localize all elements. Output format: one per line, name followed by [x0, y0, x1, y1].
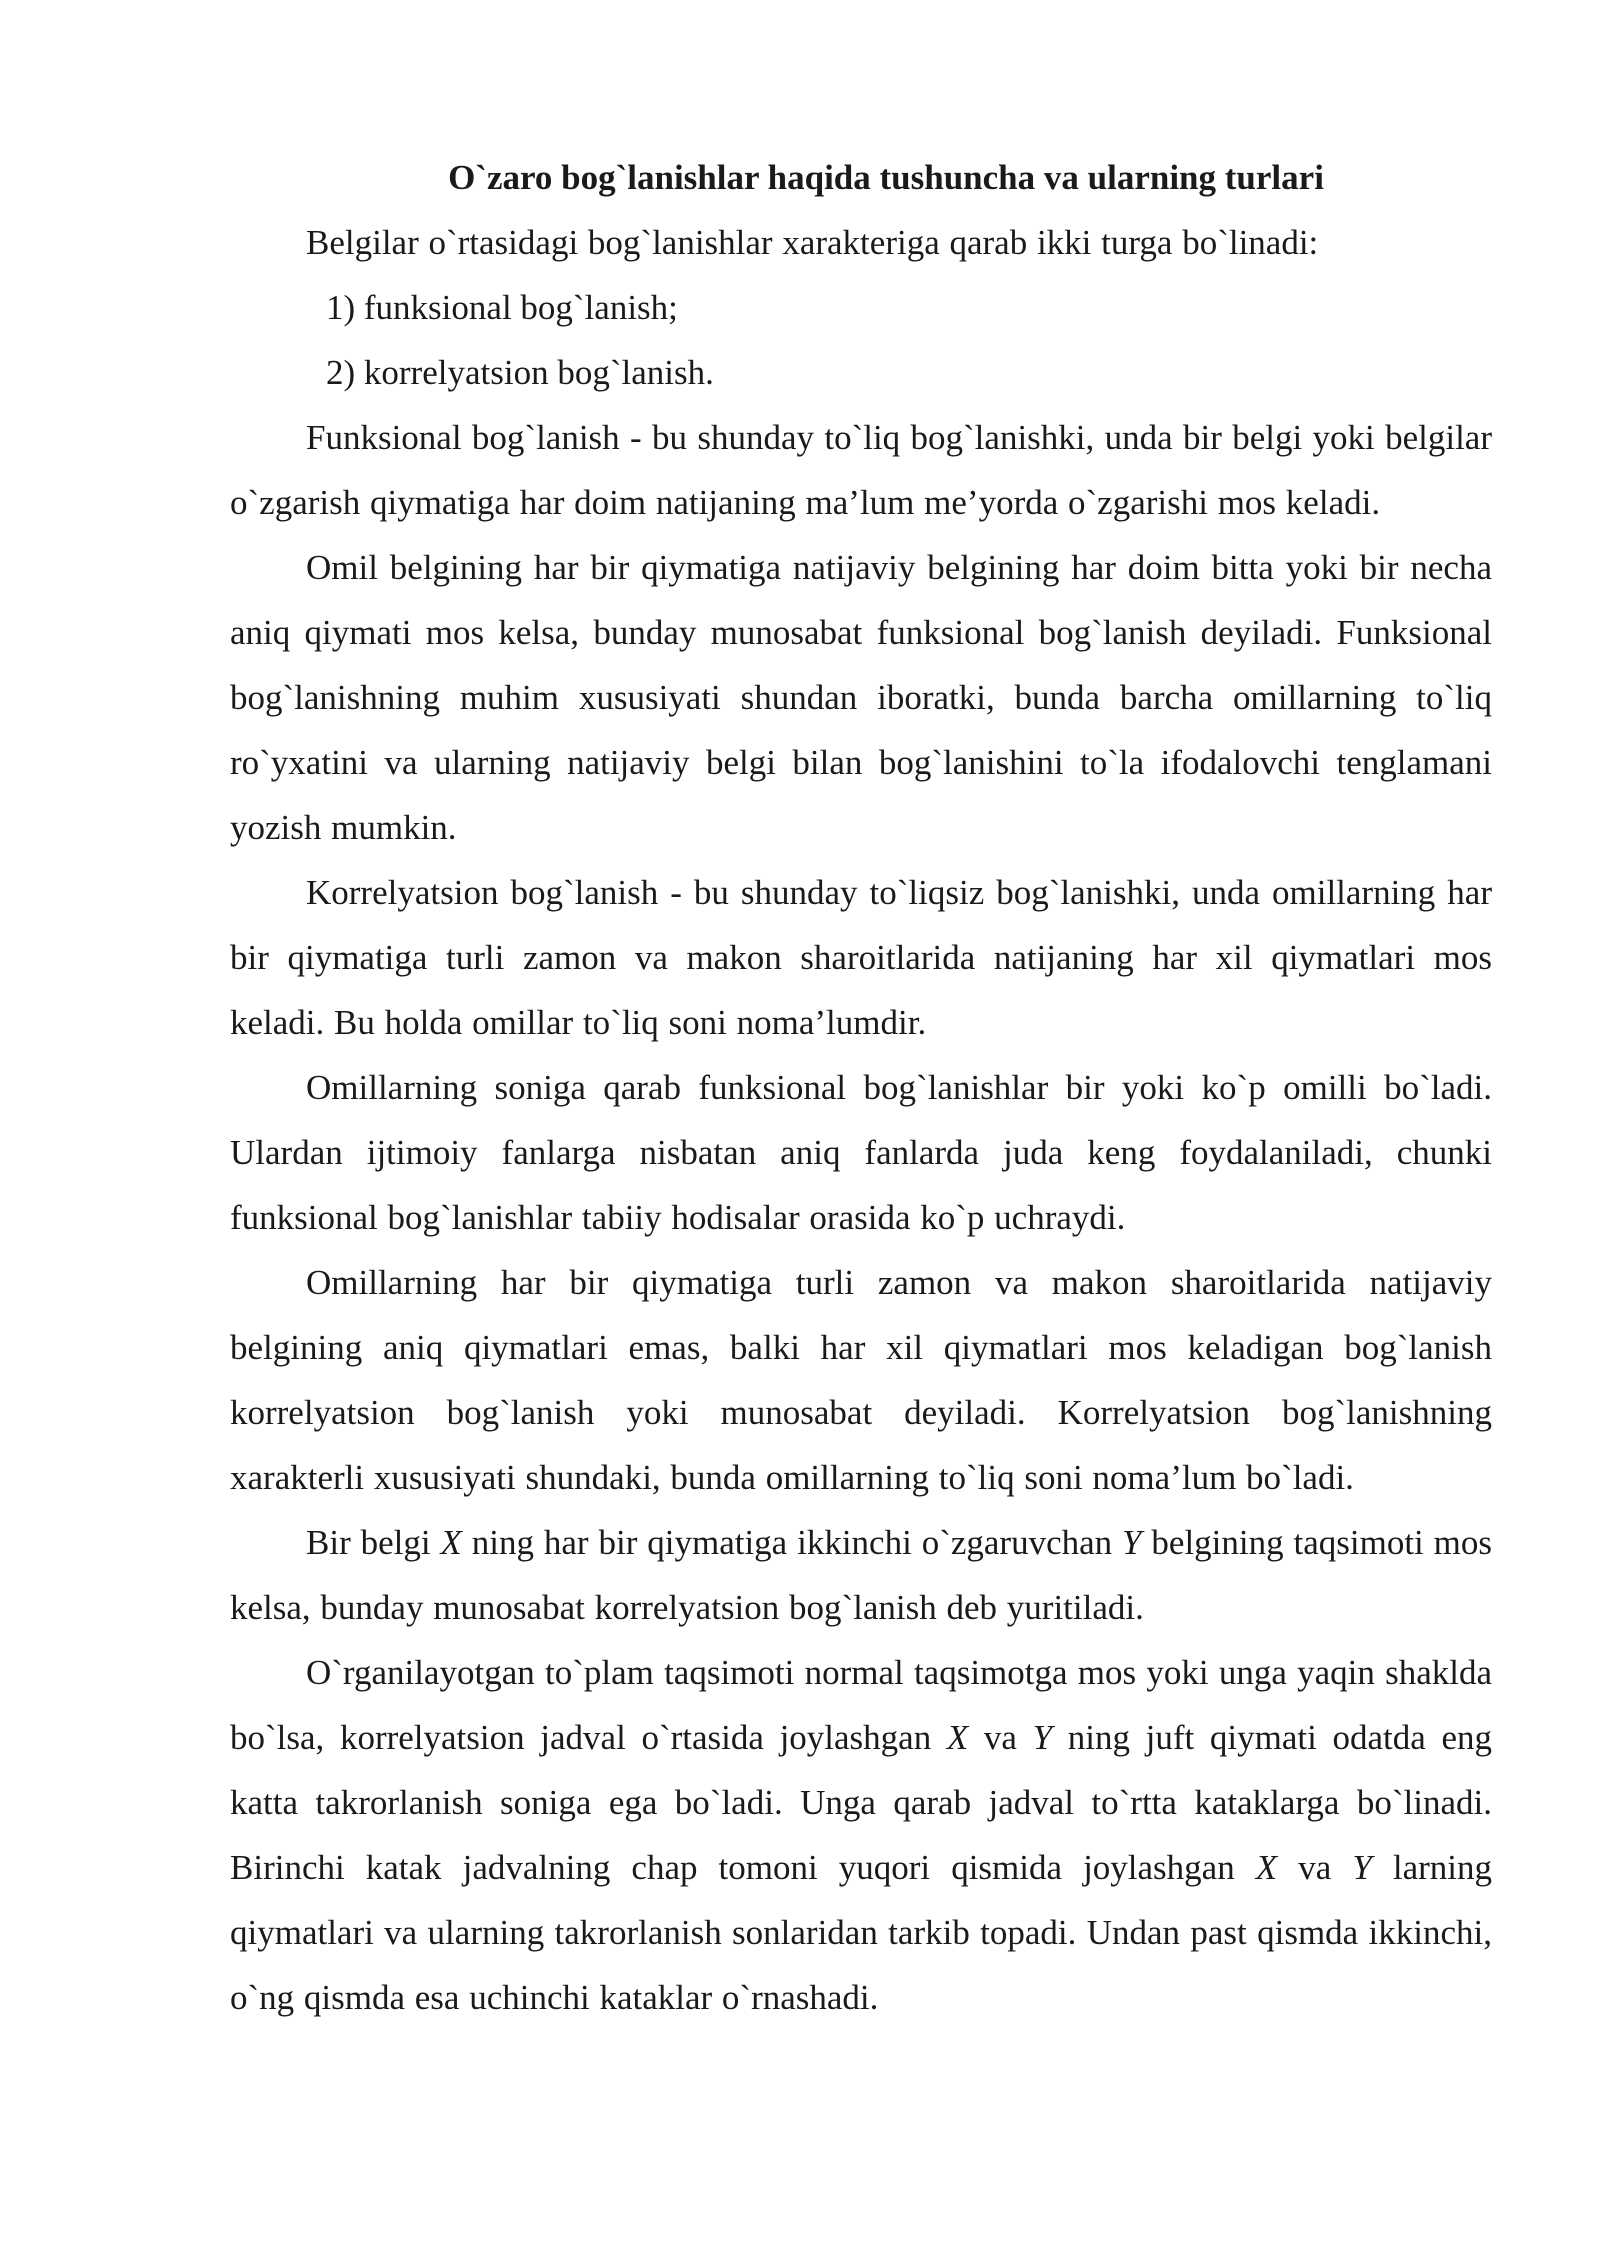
paragraph-correlation-table — [230, 1640, 1492, 2030]
text-run: O`rganilayotgan to`plam taqsimoti normal taqsimotga mos yoki unga yaqin shaklda bo`lsa, korrelyatsion jadval o`rtasida joylashgan — [230, 1653, 1492, 1757]
intro-paragraph: Belgilar o`rtasidagi bog`lanishlar xarakteriga qarab ikki turga bo`linadi: — [306, 223, 1319, 262]
variable-x: X — [440, 1523, 462, 1562]
text-run: ning har bir qiymatiga ikkinchi o`zgaruvchan — [461, 1523, 1123, 1562]
document-page — [230, 145, 1492, 2030]
paragraph-correlation-details: Omillarning har bir qiymatiga turli zamon va makon sharoitlarida natijaviy belgining aniq qiymatlari emas, balki har xil qiymatlari mos keladigan bog`lanish korrelyatsion bog`lanish yoki munosabat deyiladi. Korrelyatsion bog`lanishning xarakterli xususiyati shundaki, bunda omillarning to`liq soni noma’lum bo`ladi. — [230, 1263, 1492, 1497]
paragraph-factor-count: Omillarning soniga qarab funksional bog`lanishlar bir yoki ko`p omilli bo`ladi. Ulardan ijtimoiy fanlarga nisbatan aniq fanlarda juda keng foydalaniladi, chunki funksional bog`lanishlar tabiiy hodisalar orasida ko`p uchraydi. — [230, 1068, 1492, 1237]
text-run: va — [1277, 1848, 1353, 1887]
paragraph-functional-definition: Funksional bog`lanish - bu shunday to`liq bog`lanishki, unda bir belgi yoki belgilar o`zgarish qiymatiga har doim natijaning ma’lum me’yorda o`zgarishi mos keladi. — [230, 418, 1492, 522]
variable-y: Y — [1032, 1718, 1053, 1757]
text-run: Bir belgi — [306, 1523, 441, 1562]
list-item-functional: 1) funksional bog`lanish; — [326, 288, 678, 327]
variable-y: Y — [1122, 1523, 1142, 1562]
list-item-correlation: 2) korrelyatsion bog`lanish. — [326, 353, 714, 392]
variable-x: X — [946, 1718, 969, 1757]
variable-y: Y — [1352, 1848, 1372, 1887]
paragraph-xy-relation — [230, 1510, 1492, 1640]
document-title: O`zaro bog`lanishlar haqida tushuncha va ularning turlari — [448, 158, 1324, 197]
paragraph-functional-details: Omil belgining har bir qiymatiga natijaviy belgining har doim bitta yoki bir necha aniq qiymati mos kelsa, bunday munosabat funksional bog`lanish deyiladi. Funksional bog`lanishning muhim xususiyati shundan iboratki, bunda barcha omillarning to`liq ro`yxatini va ularning natijaviy belgi bilan bog`lanishini to`la ifodalovchi tenglamani yozish mumkin. — [230, 548, 1492, 847]
paragraph-correlation-definition: Korrelyatsion bog`lanish - bu shunday to`liqsiz bog`lanishki, unda omillarning har bir qiymatiga turli zamon va makon sharoitlarida natijaning har xil qiymatlari mos keladi. Bu holda omillar to`liq soni noma’lumdir. — [230, 873, 1492, 1042]
text-run: va — [968, 1718, 1033, 1757]
variable-x: X — [1255, 1848, 1278, 1887]
text-run: larning qiymatlari va ularning takrorlanish sonlaridan tarkib topadi. Undan past qismda ikkinchi, o`ng qismda esa uchinchi kataklar o`rnashadi. — [230, 1848, 1492, 2017]
text-run: belgining taqsimoti mos kelsa, bunday munosabat korrelyatsion bog`lanish deb yuritiladi. — [230, 1523, 1493, 1627]
text-run: ning juft qiymati odatda eng katta takrorlanish soniga ega bo`ladi. Unga qarab jadval to`rtta kataklarga bo`linadi. Birinchi katak jadvalning chap tomoni yuqori qismida joylashgan — [230, 1718, 1492, 1887]
